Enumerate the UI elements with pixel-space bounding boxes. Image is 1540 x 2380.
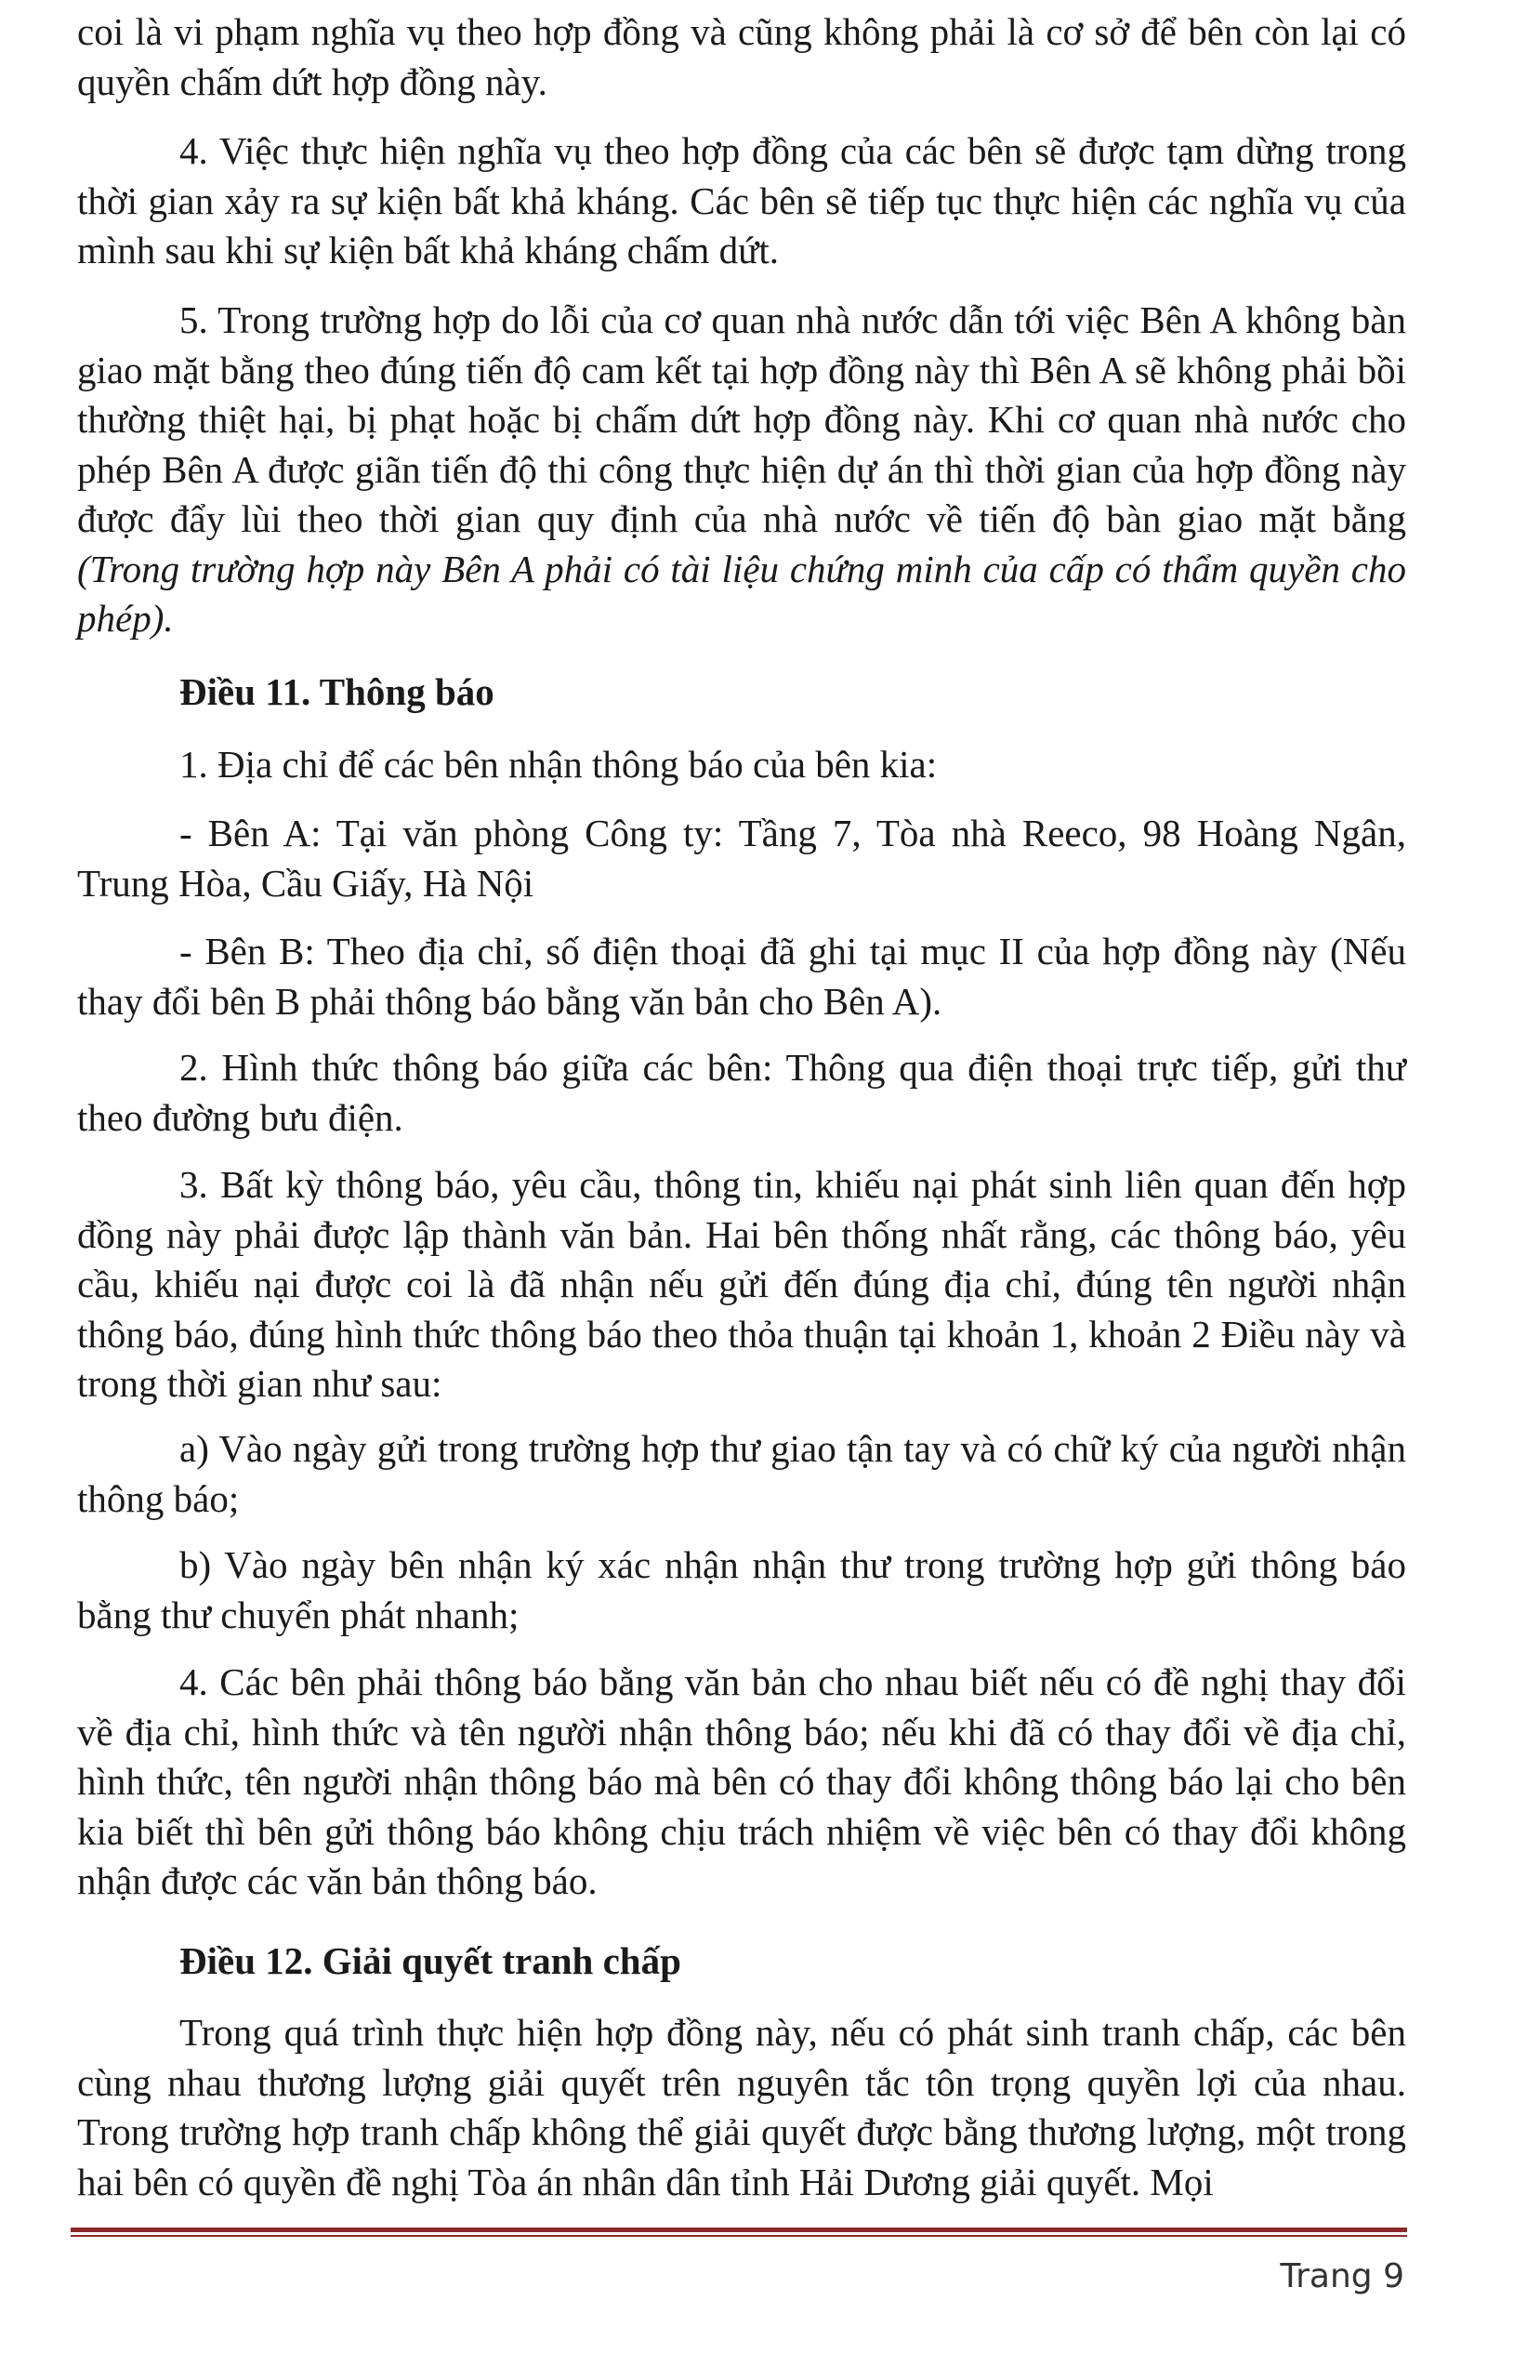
paragraph-article-11-item-2: 2. Hình thức thông báo giữa các bên: Thông qua điện thoại trực tiếp, gửi thư theo đường bưu điện.: [77, 1046, 1406, 1139]
footer-rule-thin: [71, 2235, 1407, 2237]
page-number: Trang 9: [1280, 2257, 1404, 2295]
paragraph-article-11-item-1: 1. Địa chỉ để các bên nhận thông báo của bên kia:: [179, 743, 938, 786]
paragraph-item-3b: b) Vào ngày bên nhận ký xác nhận nhận thư trong trường hợp gửi thông báo bằng thư chuyển phát nhanh;: [77, 1543, 1406, 1636]
clause-5-italic-note: (Trong trường hợp này Bên A phải có tài liệu chứng minh của cấp có thẩm quyền cho phép).: [77, 547, 1406, 640]
paragraph-party-a-address: - Bên A: Tại văn phòng Công ty: Tầng 7, Tòa nhà Reeco, 98 Hoàng Ngân, Trung Hòa, Cầu Giấy, Hà Nội: [77, 812, 1406, 905]
footer-rule-thick: [71, 2228, 1407, 2232]
paragraph-article-11-item-3: 3. Bất kỳ thông báo, yêu cầu, thông tin, khiếu nại phát sinh liên quan đến hợp đồng này phải được lập thành văn bản. Hai bên thống nhất rằng, các thông báo, yêu cầu, khiếu nại được coi là đã nhận nếu gửi đến đúng địa chỉ, đúng tên người nhận thông báo, đúng hình thức thông báo theo thỏa thuận tại khoản 1, khoản 2 Điều này và trong thời gian như sau:: [77, 1163, 1406, 1405]
heading-article-11: Điều 11. Thông báo: [179, 670, 494, 713]
paragraph-article-11-item-4: 4. Các bên phải thông báo bằng văn bản cho nhau biết nếu có đề nghị thay đổi về địa chỉ, hình thức và tên người nhận thông báo; nếu khi đã có thay đổi về địa chỉ, hình thức, tên người nhận thông báo mà bên có thay đổi không thông báo lại cho bên kia biết thì bên gửi thông báo không chịu trách nhiệm về việc bên có thay đổi không nhận được các văn bản thông báo.: [77, 1660, 1406, 1902]
paragraph-continuation: coi là vi phạm nghĩa vụ theo hợp đồng và cũng không phải là cơ sở để bên còn lại có quyền chấm dứt hợp đồng này.: [77, 10, 1406, 103]
paragraph-item-3a: a) Vào ngày gửi trong trường hợp thư giao tận tay và có chữ ký của người nhận thông báo;: [77, 1427, 1406, 1520]
clause-5-text: 5. Trong trường hợp do lỗi của cơ quan nhà nước dẫn tới việc Bên A không bàn giao mặt bằng theo đúng tiến độ cam kết tại hợp đồng này thì Bên A sẽ không phải bồi thường thiệt hại, bị phạt hoặc bị chấm dứt hợp đồng này. Khi cơ quan nhà nước cho phép Bên A được giãn tiến độ thi công thực hiện dự án thì thời gian của hợp đồng này được đẩy lùi theo thời gian quy định của nhà nước về tiến độ bàn giao mặt bằng: [77, 298, 1406, 540]
paragraph-party-b-address: - Bên B: Theo địa chỉ, số điện thoại đã ghi tại mục II của hợp đồng này (Nếu thay đổi bên B phải thông báo bằng văn bản cho Bên A).: [77, 930, 1406, 1023]
heading-article-12: Điều 12. Giải quyết tranh chấp: [179, 1939, 681, 1982]
paragraph-clause-4: 4. Việc thực hiện nghĩa vụ theo hợp đồng của các bên sẽ được tạm dừng trong thời gian xảy ra sự kiện bất khả kháng. Các bên sẽ tiếp tục thực hiện các nghĩa vụ của mình sau khi sự kiện bất khả kháng chấm dứt.: [77, 129, 1406, 271]
paragraph-clause-5: [77, 296, 1406, 644]
paragraph-article-12-body: Trong quá trình thực hiện hợp đồng này, nếu có phát sinh tranh chấp, các bên cùng nhau thương lượng giải quyết trên nguyên tắc tôn trọng quyền lợi của nhau. Trong trường hợp tranh chấp không thể giải quyết được bằng thương lượng, một trong hai bên có quyền đề nghị Tòa án nhân dân tỉnh Hải Dương giải quyết. Mọi: [77, 2011, 1406, 2203]
